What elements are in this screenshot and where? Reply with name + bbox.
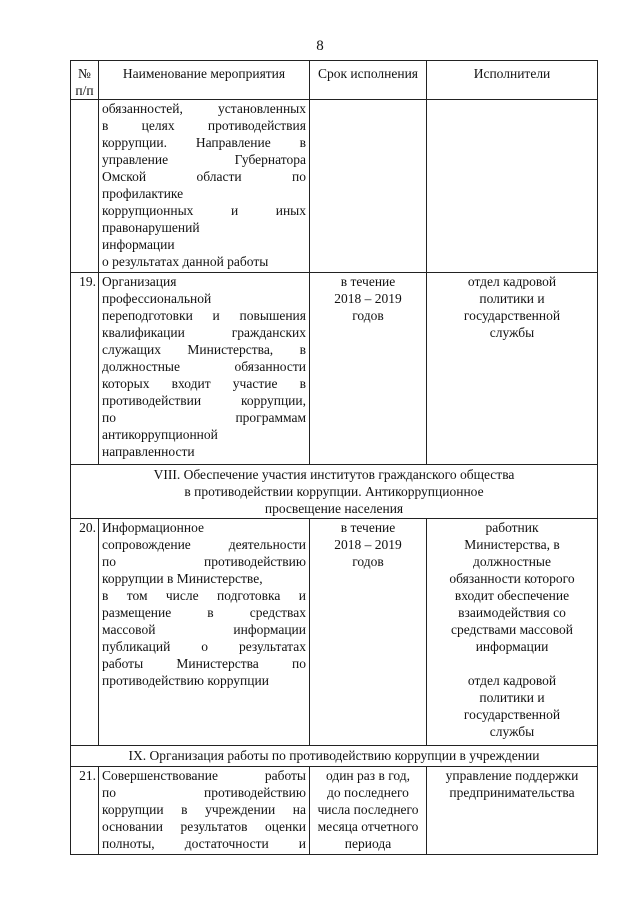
text-line: основании результатов оценки xyxy=(102,819,306,834)
text-line: направленности xyxy=(102,444,195,459)
text-line: по программам xyxy=(102,410,306,425)
text-line: управление поддержки xyxy=(445,768,579,783)
row-number xyxy=(71,100,99,273)
text-line: Информационное xyxy=(102,520,205,535)
text-line: управление Губернатора xyxy=(102,152,306,167)
text-line: сопровождение деятельности xyxy=(102,537,306,552)
row-number: 19. xyxy=(71,273,99,465)
table-row-18-continued xyxy=(71,100,598,273)
text-line: отдел кадровой xyxy=(467,274,557,289)
section-row-8 xyxy=(71,465,598,519)
text-line: противодействию коррупции xyxy=(102,673,269,688)
text-line: которых входит участие в xyxy=(102,376,306,391)
page-number: 8 xyxy=(316,38,324,54)
row-number: 21. xyxy=(71,767,99,855)
measure-term xyxy=(310,519,427,746)
text-line: периода xyxy=(344,836,392,851)
text-line: массовой информации xyxy=(102,622,306,637)
text-line: годов xyxy=(352,308,384,323)
text-line: работник xyxy=(485,520,539,535)
text-line: Омской области по xyxy=(102,169,306,184)
text-line: государственной xyxy=(463,308,561,323)
text-line: предпринимательства xyxy=(449,785,575,800)
text-line: квалификации гражданских xyxy=(102,325,306,340)
text-line: информации xyxy=(102,237,175,252)
measure-name xyxy=(99,519,310,746)
text-line: в противодействии коррупции. Антикоррупционное xyxy=(184,484,484,499)
text-line: числа последнего xyxy=(317,802,419,817)
measure-executors xyxy=(427,100,598,273)
header-num: № п/п xyxy=(71,61,99,100)
text-line: коррупционных и иных xyxy=(102,203,306,218)
measure-term xyxy=(310,100,427,273)
measure-term xyxy=(310,273,427,465)
section-row-9 xyxy=(71,746,598,767)
text-line: антикоррупционной xyxy=(102,427,218,442)
measure-name xyxy=(99,100,310,273)
text-line: до последнего xyxy=(327,785,409,800)
text-line: IX. Организация работы по противодействию коррупции в учреждении xyxy=(128,748,540,763)
header-name: Наименование мероприятия xyxy=(99,61,310,100)
text-line: 2018 – 2019 xyxy=(334,537,402,552)
text-line: годов xyxy=(352,554,384,569)
text-line: служащих Министерства, в xyxy=(102,342,306,357)
section-title xyxy=(71,465,598,519)
executors-group-a xyxy=(431,519,593,655)
text-line: о результатах данной работы xyxy=(102,254,269,269)
text-line: в том числе подготовка и xyxy=(102,588,306,603)
text-line: информации xyxy=(475,639,549,654)
text-line: Министерства, в xyxy=(464,537,560,552)
text-line: службы xyxy=(489,724,535,739)
text-line: обязанностей, установленных xyxy=(102,101,306,116)
row-number: 20. xyxy=(71,519,99,746)
measure-executors xyxy=(427,767,598,855)
text-line: по противодействию xyxy=(102,554,306,569)
text-line: Организация xyxy=(102,274,177,289)
text-line: государственной xyxy=(463,707,561,722)
text-line: входит обеспечение xyxy=(454,588,570,603)
text-line: один раз в год, xyxy=(325,768,411,783)
text-line: в целях противодействия xyxy=(102,118,306,133)
text-line: размещение в средствах xyxy=(102,605,306,620)
text-line: в течение xyxy=(340,274,396,289)
header-term: Срок исполнения xyxy=(310,61,427,100)
text-line: должностные обязанности xyxy=(102,359,306,374)
table-header-row xyxy=(71,61,598,100)
text-line: средствами массовой xyxy=(450,622,574,637)
text-line: работы Министерства по xyxy=(102,656,306,671)
text-line: службы xyxy=(489,325,535,340)
measure-name xyxy=(99,273,310,465)
text-line: профилактике xyxy=(102,186,184,201)
measure-executors xyxy=(427,519,598,746)
text-line: переподготовки и повышения xyxy=(102,308,306,323)
text-line: правонарушений xyxy=(102,220,200,235)
measure-executors xyxy=(427,273,598,465)
table-row-21 xyxy=(71,767,598,855)
measure-term xyxy=(310,767,427,855)
text-line: должностные xyxy=(473,554,551,569)
table-row-20 xyxy=(71,519,598,746)
text-line: просвещение населения xyxy=(264,501,404,516)
text-line: коррупции. Направление в xyxy=(102,135,306,150)
text-line: коррупции в Министерстве, xyxy=(102,571,263,586)
text-line: в течение xyxy=(340,520,396,535)
text-line: по противодействию xyxy=(102,785,306,800)
measures-table xyxy=(70,60,598,855)
text-line: политики и xyxy=(479,291,545,306)
text-line: коррупции в учреждении на xyxy=(102,802,306,817)
text-line: взаимодействия со xyxy=(458,605,566,620)
measure-name xyxy=(99,767,310,855)
section-title xyxy=(71,746,598,767)
executors-group-b xyxy=(431,672,593,740)
text-line: политики и xyxy=(479,690,545,705)
text-line: полноты, достаточности и xyxy=(102,836,306,851)
text-line: публикаций о результатах xyxy=(102,639,306,654)
text-line: обязанности которого xyxy=(449,571,575,586)
text-line: 2018 – 2019 xyxy=(334,291,402,306)
text-line: месяца отчетного xyxy=(317,819,419,834)
text-line: профессиональной xyxy=(102,291,212,306)
text-line: Совершенствование работы xyxy=(102,768,306,783)
text-line: противодействии коррупции, xyxy=(102,393,306,408)
text-line: отдел кадровой xyxy=(467,673,557,688)
header-executors: Исполнители xyxy=(427,61,598,100)
table-row-19 xyxy=(71,273,598,465)
text-line: VIII. Обеспечение участия институтов гражданского общества xyxy=(153,467,515,482)
